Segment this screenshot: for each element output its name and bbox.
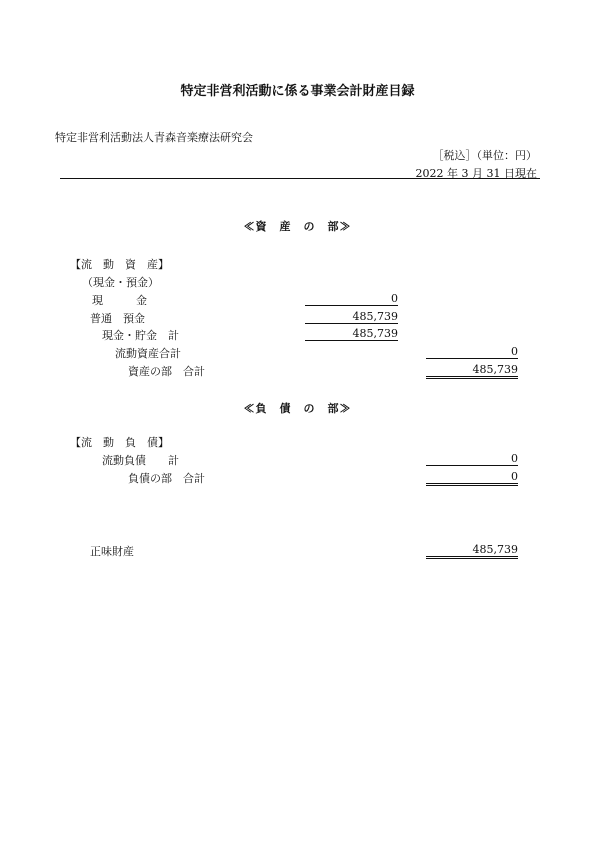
- assets-total-label: 資産の部 合計: [128, 365, 205, 378]
- assets-heading: ≪資 産 の 部≫: [243, 220, 352, 233]
- liabilities-heading: ≪負 債 の 部≫: [243, 402, 352, 415]
- current-assets-total-value: 0: [426, 345, 518, 359]
- deposit-value: 485,739: [305, 310, 398, 324]
- current-liabilities-total-value: 0: [426, 452, 518, 466]
- current-liabilities-total-label: 流動負債 計: [102, 454, 179, 467]
- cash-deposit-group-label: （現金・預金）: [82, 276, 159, 289]
- current-liabilities-header: 【流 動 負 債】: [70, 436, 169, 449]
- deposit-label: 普通 預金: [90, 312, 145, 325]
- cash-total-value: 485,739: [305, 327, 398, 341]
- net-assets-label: 正味財産: [90, 545, 134, 558]
- assets-total-value: 485,739: [426, 363, 518, 379]
- as-of-date: 2022 年 3 月 31 日現在: [415, 167, 537, 180]
- unit-note: ［税込］（単位：円）: [432, 149, 537, 162]
- current-assets-header: 【流 動 資 産】: [70, 258, 169, 271]
- net-assets-value: 485,739: [426, 543, 518, 559]
- cash-value: 0: [305, 292, 398, 306]
- liabilities-total-value: 0: [426, 470, 518, 486]
- liabilities-total-label: 負債の部 合計: [128, 472, 205, 485]
- current-assets-total-label: 流動資産合計: [115, 347, 181, 360]
- cash-label: 現 金: [92, 294, 147, 307]
- document-title: 特定非営利活動に係る事業会計財産目録: [180, 84, 415, 99]
- header-divider: [60, 178, 540, 179]
- cash-total-label: 現金・貯金 計: [102, 329, 179, 342]
- organization-name: 特定非営利活動法人青森音楽療法研究会: [55, 131, 253, 144]
